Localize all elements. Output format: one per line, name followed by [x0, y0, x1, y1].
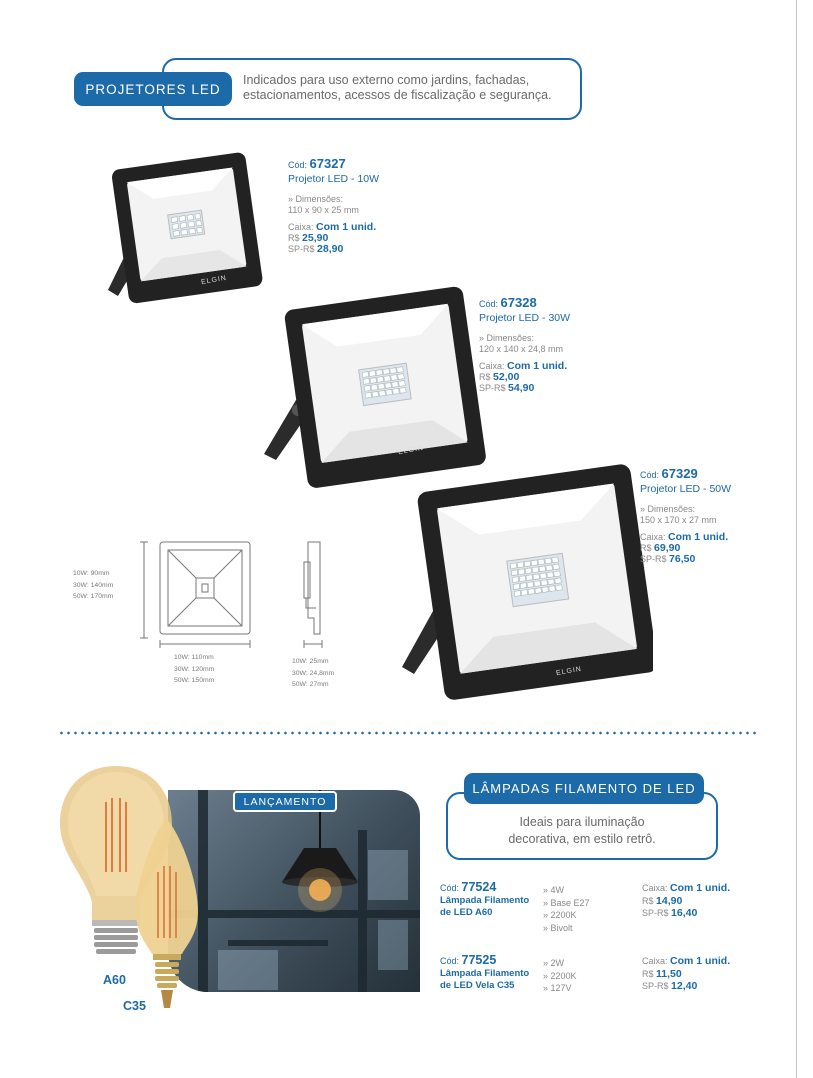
dimensions-label: » Dimensões: — [288, 194, 344, 204]
sp-price-value: 76,50 — [669, 553, 696, 565]
product-77525-specs — [543, 957, 577, 995]
spec-item: » Bivolt — [543, 922, 573, 933]
cod-label: Cód: — [640, 470, 660, 480]
dimensions-label: » Dimensões: — [640, 504, 696, 514]
width-10w: 10W: 110mm — [174, 654, 214, 661]
dimensions-value: 150 x 170 x 27 mm — [640, 515, 717, 525]
price-value: 52,00 — [493, 371, 520, 383]
product-name: Projetor LED - 50W — [640, 483, 732, 495]
product-name-line-1: Lâmpada Filamento — [440, 895, 530, 906]
product-name-line-1: Lâmpada Filamento — [440, 968, 530, 979]
cod-label: Cód: — [288, 160, 308, 170]
spec-item: » 2W — [543, 958, 565, 968]
height-10w: 10W: 90mm — [73, 570, 110, 577]
caixa-label: Caixa: — [288, 222, 314, 232]
dimensions-label: » Dimensões: — [479, 333, 535, 343]
cod-label: Cód: — [440, 956, 460, 966]
cod-label: Cód: — [440, 883, 460, 893]
product-name: Projetor LED - 30W — [479, 312, 571, 324]
sp-price-label: SP-R$ — [642, 981, 669, 991]
product-code: 67328 — [500, 295, 537, 310]
product-name-line-2: de LED A60 — [440, 906, 493, 918]
caixa-label: Caixa: — [479, 361, 505, 371]
brand-logo-50w: ELGIN — [555, 665, 583, 678]
product-name: Projetor LED - 10W — [288, 173, 380, 185]
product-code: 77524 — [461, 880, 497, 894]
price-value: 25,90 — [302, 232, 329, 244]
description-line-2: decorativa, em estilo retrô. — [508, 832, 656, 846]
spec-item: » 4W — [543, 885, 565, 895]
spec-item: » Base E27 — [543, 897, 590, 908]
caixa-value: Com 1 unid. — [668, 531, 729, 543]
filament-bulbs-image — [56, 762, 206, 1020]
launch-badge: LANÇAMENTO — [233, 791, 337, 812]
sp-price-value: 28,90 — [317, 243, 344, 255]
product-77525-pricing — [642, 955, 730, 993]
product-name-line-2: de LED Vela C35 — [440, 979, 515, 991]
dimensions-value: 120 x 140 x 24,8 mm — [479, 344, 564, 354]
caixa-label: Caixa: — [642, 956, 668, 966]
price-label: R$ — [640, 543, 652, 553]
floodlight-50w-image — [398, 462, 653, 707]
section-title-projetores: PROJETORES LED — [74, 72, 232, 106]
section-description-projetores: Indicados para uso externo como jardins, fachadas, estacionamentos, acessos de fiscalização e segurança. — [243, 73, 552, 102]
floodlight-10w-image — [100, 150, 265, 315]
spec-item: » 2200K — [543, 970, 577, 981]
spec-item: » 127V — [543, 983, 572, 993]
brand-logo-30w: ELGIN — [397, 444, 425, 457]
price-label: R$ — [642, 895, 654, 906]
caixa-value: Com 1 unid. — [316, 221, 377, 233]
product-77524 — [440, 881, 529, 918]
product-code: 67327 — [309, 156, 346, 171]
product-code: 77525 — [461, 953, 497, 967]
product-code: 67329 — [661, 466, 698, 481]
sp-price-value: 12,40 — [671, 980, 698, 992]
price-value: 11,50 — [656, 967, 682, 980]
bulb-label-c35: C35 — [123, 999, 146, 1013]
sp-price-label: SP-R$ — [640, 554, 667, 564]
product-67329 — [640, 468, 731, 565]
width-50w: 50W: 150mm — [174, 677, 215, 684]
caixa-value: Com 1 unid. — [670, 882, 731, 894]
spec-item: » 2200K — [543, 910, 577, 920]
bulb-label-a60: A60 — [103, 973, 126, 987]
dimensions-value: 110 x 90 x 25 mm — [288, 205, 359, 215]
caixa-value: Com 1 unid. — [507, 360, 568, 372]
depth-50w: 50W: 27mm — [292, 681, 329, 688]
height-30w: 30W: 140mm — [73, 581, 114, 589]
floodlight-30w-image — [258, 282, 488, 492]
brand-logo-10w: ELGIN — [200, 274, 228, 287]
section-title-filamento: LÂMPADAS FILAMENTO DE LED — [464, 773, 704, 804]
height-50w: 50W: 170mm — [73, 593, 114, 600]
product-77524-pricing — [642, 882, 730, 920]
price-value: 69,90 — [654, 542, 681, 554]
sp-price-value: 54,90 — [508, 382, 535, 394]
diagram-depths — [292, 656, 334, 691]
depth-10w: 10W: 25mm — [292, 658, 329, 665]
width-30w: 30W: 120mm — [174, 665, 215, 673]
description-line-1: Ideais para iluminação — [519, 815, 645, 829]
dotted-separator — [58, 731, 758, 735]
sp-price-label: SP-R$ — [479, 383, 506, 393]
price-value: 14,90 — [656, 894, 683, 907]
product-67328 — [479, 297, 570, 394]
depth-30w: 30W: 24,8mm — [292, 669, 335, 677]
product-77524-specs — [543, 884, 590, 934]
product-67327 — [288, 158, 379, 255]
sp-price-label: SP-R$ — [288, 244, 315, 254]
caixa-label: Caixa: — [642, 883, 668, 893]
caixa-value: Com 1 unid. — [670, 955, 731, 967]
price-label: R$ — [288, 233, 300, 243]
technical-drawing — [138, 538, 338, 658]
diagram-widths — [174, 652, 214, 687]
page-edge-rule — [796, 0, 797, 1078]
sp-price-value: 16,40 — [671, 907, 698, 919]
section-description-filamento — [462, 814, 702, 848]
price-label: R$ — [642, 968, 654, 979]
diagram-heights — [73, 568, 113, 603]
caixa-label: Caixa: — [640, 532, 666, 542]
cod-label: Cód: — [479, 299, 499, 309]
product-77525 — [440, 954, 529, 991]
sp-price-label: SP-R$ — [642, 908, 669, 918]
price-label: R$ — [479, 372, 491, 382]
